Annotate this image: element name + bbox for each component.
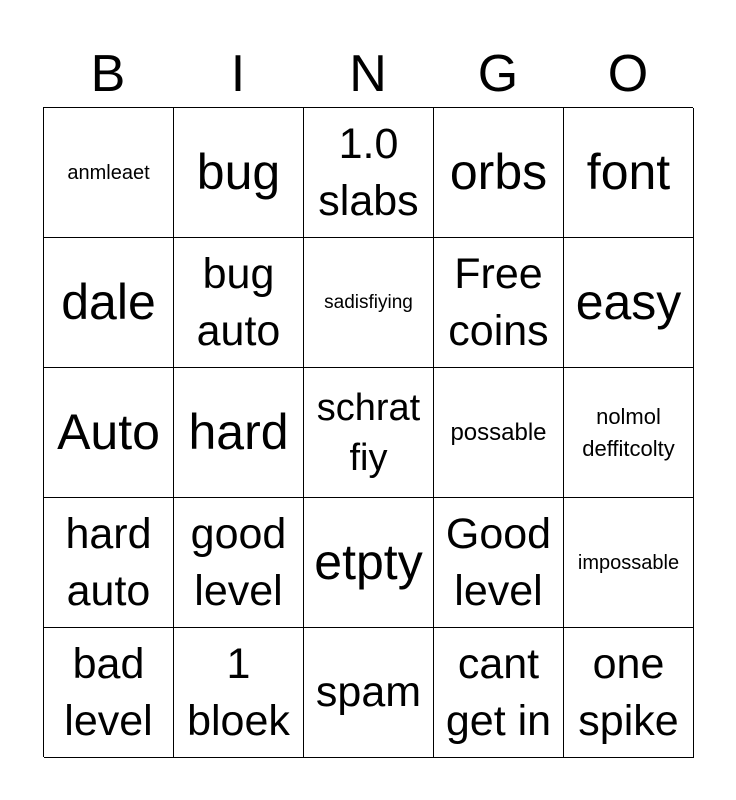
bingo-cell-r2-c3[interactable] [304, 238, 434, 368]
bingo-cell-r3-c3[interactable] [304, 368, 434, 498]
bingo-cell-r3-c5[interactable] [564, 368, 694, 498]
cell-label: one spike [578, 639, 679, 745]
cell-label: Free coins [448, 249, 549, 355]
bingo-board [43, 107, 693, 757]
bingo-cell-r1-c3[interactable] [304, 108, 434, 238]
bingo-cell-r1-c2[interactable] [174, 108, 304, 238]
header-letter-n: N [349, 45, 387, 103]
cell-label: orbs [449, 144, 548, 200]
bingo-cell-r1-c4[interactable] [434, 108, 564, 238]
bingo-cell-r5-c1[interactable] [44, 628, 174, 758]
cell-label: hard auto [65, 509, 152, 615]
header-letter-o: O [607, 45, 649, 103]
bingo-cell-r4-c5[interactable] [564, 498, 694, 628]
cell-label: spam [315, 668, 422, 716]
bingo-cell-r4-c3[interactable] [304, 498, 434, 628]
bingo-cell-r5-c3[interactable] [304, 628, 434, 758]
cell-label: impossable [577, 551, 680, 574]
bingo-cell-r1-c5[interactable] [564, 108, 694, 238]
cell-label: sadisfiying [324, 291, 413, 313]
cell-label: bug auto [196, 249, 281, 355]
cell-label: hard [188, 404, 289, 460]
bingo-cell-r2-c2[interactable] [174, 238, 304, 368]
cell-label: bug [196, 144, 281, 200]
bingo-cell-r4-c2[interactable] [174, 498, 304, 628]
header-letter-i: I [230, 45, 246, 103]
cell-label: Good level [445, 509, 552, 615]
bingo-cell-r4-c1[interactable] [44, 498, 174, 628]
cell-label: 1 bloek [187, 639, 290, 745]
cell-label: font [586, 144, 671, 200]
bingo-cell-r2-c4[interactable] [434, 238, 564, 368]
cell-label: schrat fiy [316, 386, 421, 479]
cell-label: bad level [64, 639, 153, 745]
bingo-cell-r2-c5[interactable] [564, 238, 694, 368]
bingo-cell-r5-c5[interactable] [564, 628, 694, 758]
bingo-cell-r3-c2[interactable] [174, 368, 304, 498]
bingo-cell-r4-c4[interactable] [434, 498, 564, 628]
header-letter-b: B [90, 45, 126, 103]
bingo-cell-r2-c1[interactable] [44, 238, 174, 368]
bingo-cell-r3-c1[interactable] [44, 368, 174, 498]
bingo-cell-r1-c1[interactable] [44, 108, 174, 238]
cell-label: good level [190, 509, 287, 615]
bingo-cell-r5-c4[interactable] [434, 628, 564, 758]
header-letter-g: G [477, 45, 519, 103]
cell-label: possable [450, 418, 547, 446]
bingo-cell-r3-c4[interactable] [434, 368, 564, 498]
cell-label: cant get in [445, 639, 552, 745]
cell-label: anmleaet [67, 161, 150, 184]
cell-label: 1.0 slabs [318, 119, 419, 225]
bingo-header [43, 40, 693, 108]
cell-label: nolmol deffitcolty [582, 403, 675, 461]
cell-label: easy [575, 274, 682, 330]
cell-label: Auto [57, 404, 160, 460]
cell-label: etpty [314, 534, 423, 590]
cell-label: dale [61, 274, 156, 330]
bingo-cell-r5-c2[interactable] [174, 628, 304, 758]
